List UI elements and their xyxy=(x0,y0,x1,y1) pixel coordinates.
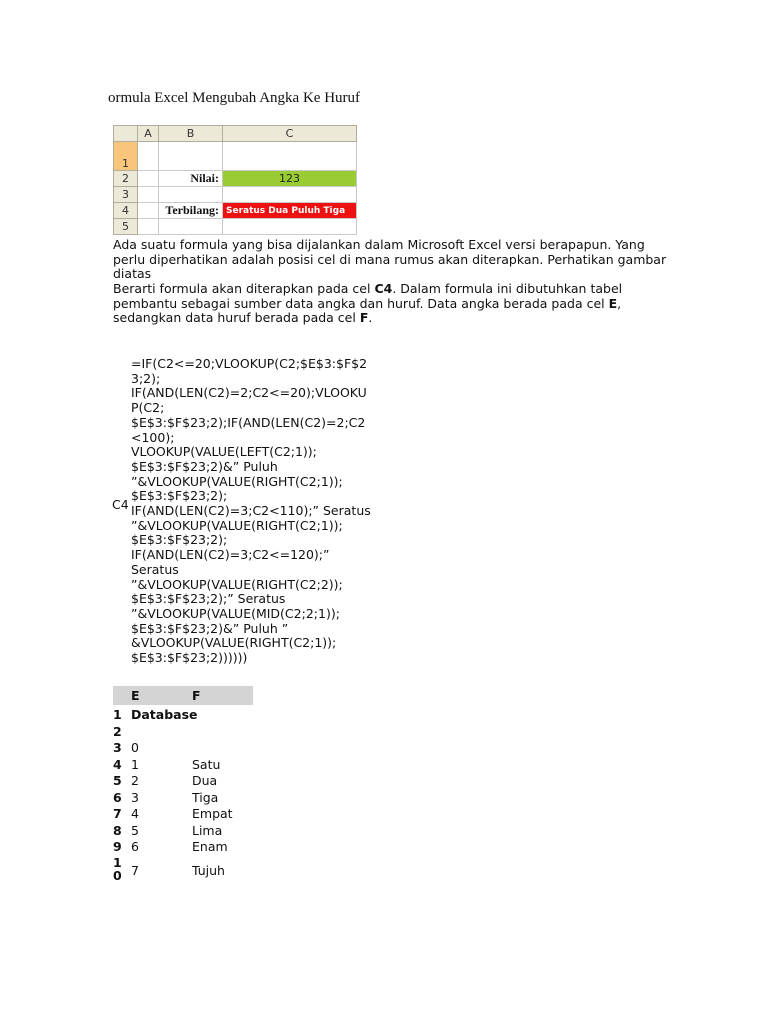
cell-f: Lima xyxy=(192,822,223,838)
cell-b3 xyxy=(159,187,223,203)
row-header-3: 3 xyxy=(114,187,138,203)
cell-a5 xyxy=(138,219,159,235)
row-number: 4 xyxy=(113,756,122,772)
formula-line: &VLOOKUP(VALUE(RIGHT(C2;1)); xyxy=(131,635,337,651)
database-header xyxy=(113,686,253,705)
row-number: 5 xyxy=(113,773,122,788)
formula-cell-label: C4 xyxy=(112,497,129,512)
cell-f: Tujuh xyxy=(192,862,225,878)
cell-f: Tiga xyxy=(192,789,219,805)
formula-line: IF(AND(LEN(C2)=2;C2<=20);VLOOKU xyxy=(131,385,367,401)
formula-line: $E$3:$F$23;2)))))) xyxy=(131,650,248,666)
cell-e: 1 xyxy=(131,756,139,772)
formula-line: $E$3:$F$23;2)&” Puluh ” xyxy=(131,620,289,636)
row-number: 8 xyxy=(113,822,122,838)
row-header-5: 5 xyxy=(114,219,138,235)
column-header-a: A xyxy=(138,126,159,142)
cell-f: Empat xyxy=(192,806,233,821)
intro-paragraph: Ada suatu formula yang bisa dijalankan dalam Microsoft Excel versi berapapun. Yang perlu diperhatikan adalah posisi cel di mana rumus akan diterapkan. Perhatikan gambar diatas xyxy=(113,237,667,282)
explanation-text-4: . xyxy=(368,310,373,326)
row-header-4: 4 xyxy=(114,203,138,219)
explanation-text-2: . Dalam formula ini dibutuhkan tabel pembantu sebagai sumber data angka dan huruf. Data angka berada pada cel xyxy=(113,281,623,311)
cell-e: 7 xyxy=(131,862,139,878)
cell-f: Enam xyxy=(192,839,228,854)
table-row xyxy=(113,839,253,856)
formula-line: $E$3:$F$23;2); xyxy=(131,488,228,504)
database-rows xyxy=(113,705,253,886)
cell-e: 4 xyxy=(131,806,139,821)
table-row xyxy=(113,757,253,774)
cell-c4-value: Seratus Dua Puluh Tiga xyxy=(223,203,357,219)
formula-line: $E$3:$F$23;2);IF(AND(LEN(C2)=2;C2 xyxy=(131,414,366,430)
cell-b5 xyxy=(159,219,223,235)
table-row xyxy=(113,823,253,840)
table-row xyxy=(113,707,253,724)
row-number: 10 xyxy=(113,854,122,883)
cell-f: Satu xyxy=(192,756,221,772)
formula-line: ”&VLOOKUP(VALUE(RIGHT(C2;2)); xyxy=(131,576,343,592)
explanation-paragraph xyxy=(113,282,673,326)
formula-line: ”&VLOOKUP(VALUE(MID(C2;2;1)); xyxy=(131,605,340,621)
database-header-f: F xyxy=(192,688,201,703)
cell-a2 xyxy=(138,171,159,187)
cell-e: 2 xyxy=(131,773,139,788)
formula-block xyxy=(131,357,381,666)
excel-screenshot xyxy=(113,125,360,236)
formula-line: ”&VLOOKUP(VALUE(RIGHT(C2;1)); xyxy=(131,517,343,533)
explanation-text-1: Berarti formula akan diterapkan pada cel xyxy=(113,281,375,296)
explanation-text-3: , sedangkan data huruf berada pada cel xyxy=(113,295,622,326)
table-row xyxy=(113,740,253,757)
table-row xyxy=(113,806,253,823)
row-number: 1 xyxy=(113,707,122,722)
formula-line: VLOOKUP(VALUE(LEFT(C2;1)); xyxy=(131,444,317,460)
cell-e: 6 xyxy=(131,839,139,854)
cell-ref-f: F xyxy=(359,310,369,326)
cell-e: 5 xyxy=(131,822,139,838)
row-number: 2 xyxy=(113,723,122,739)
cell-b4-label: Terbilang: xyxy=(159,203,223,219)
cell-e: Database xyxy=(131,707,198,722)
row-number: 7 xyxy=(113,806,122,821)
row-number: 3 xyxy=(113,740,122,755)
formula-line: Seratus xyxy=(131,561,179,577)
database-table xyxy=(113,686,253,886)
column-header-c: C xyxy=(223,126,357,142)
cell-c5 xyxy=(223,219,357,235)
formula-line: IF(AND(LEN(C2)=3;C2<110);” Seratus xyxy=(131,503,371,519)
table-row xyxy=(113,724,253,741)
cell-a1 xyxy=(138,142,159,171)
cell-ref-e: E xyxy=(608,295,618,311)
cell-ref-c4: C4 xyxy=(374,281,393,296)
table-row xyxy=(113,856,253,886)
table-row xyxy=(113,790,253,807)
page-title: ormula Excel Mengubah Angka Ke Huruf xyxy=(108,90,361,106)
formula-line: ”&VLOOKUP(VALUE(RIGHT(C2;1)); xyxy=(131,473,343,489)
cell-b1 xyxy=(159,142,223,171)
formula-line: 3;2); xyxy=(131,370,161,386)
table-row xyxy=(113,773,253,790)
cell-e: 0 xyxy=(131,740,139,755)
cell-b2-label: Nilai: xyxy=(159,171,223,187)
corner-cell xyxy=(114,126,138,142)
formula-line: $E$3:$F$23;2);” Seratus xyxy=(131,591,286,607)
cell-a4 xyxy=(138,203,159,219)
row-number: 9 xyxy=(113,839,122,854)
cell-c2-value: 123 xyxy=(223,171,357,187)
formula-line: $E$3:$F$23;2)&” Puluh xyxy=(131,458,278,474)
cell-c3 xyxy=(223,187,357,203)
formula-line: =IF(C2<=20;VLOOKUP(C2;$E$3:$F$2 xyxy=(131,356,368,371)
row-header-2: 2 xyxy=(114,171,138,187)
cell-f: Dua xyxy=(192,773,218,788)
formula-line: IF(AND(LEN(C2)=3;C2<=120);” xyxy=(131,547,330,563)
formula-line: $E$3:$F$23;2); xyxy=(131,532,228,548)
formula-line: P(C2; xyxy=(131,400,165,416)
cell-a3 xyxy=(138,187,159,203)
database-header-e: E xyxy=(131,688,140,703)
cell-e: 3 xyxy=(131,789,139,805)
row-header-1: 1 xyxy=(114,142,138,171)
cell-c1 xyxy=(223,142,357,171)
row-number: 6 xyxy=(113,789,122,805)
formula-line: <100); xyxy=(131,429,175,445)
column-header-b: B xyxy=(159,126,223,142)
